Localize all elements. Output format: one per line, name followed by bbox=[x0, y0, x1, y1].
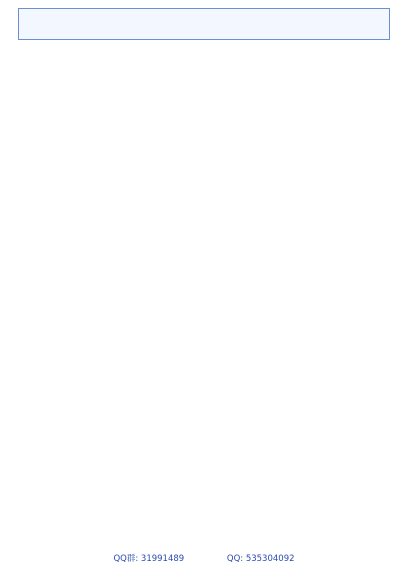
footer-qq-group: QQ群: 31991489 bbox=[113, 554, 185, 564]
footer-contact bbox=[0, 552, 408, 564]
paragraph-4 bbox=[36, 154, 372, 168]
paragraph-1 bbox=[36, 50, 372, 64]
paragraph-7 bbox=[36, 214, 372, 228]
document-body bbox=[36, 50, 372, 530]
footer-qq: QQ: 535304092 bbox=[226, 554, 295, 564]
section-heading-2 bbox=[36, 114, 372, 128]
paragraph-2 bbox=[36, 92, 372, 106]
header-banner bbox=[18, 8, 390, 40]
paragraph-5 bbox=[36, 174, 372, 188]
paragraph-3 bbox=[36, 134, 372, 148]
section-heading-1 bbox=[36, 72, 372, 86]
paragraph-6 bbox=[36, 194, 372, 208]
